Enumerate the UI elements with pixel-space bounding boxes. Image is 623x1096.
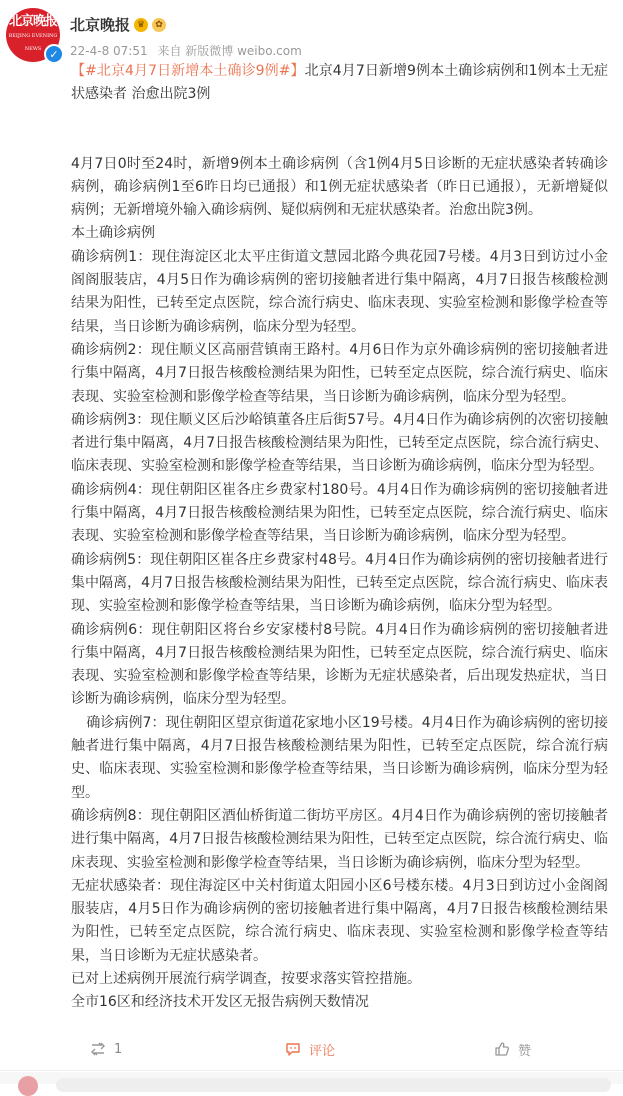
repost-icon <box>90 1041 106 1057</box>
divider <box>0 1070 623 1071</box>
crown-emoji-icon: ♛ <box>134 18 148 32</box>
paragraph-summary: 4月7日0时至24时，新增9例本土确诊病例（含1例4月5日诊断的无症状感染者转确诊病例，确诊病例1至6昨日均已通报）和1例无症状感染者（昨日已通报），无新增疑似病例；无新增境外输入确诊病例、疑似病例和无症状感染者。治愈出院3例。 <box>71 155 608 219</box>
author-name[interactable]: 北京晚报 <box>70 16 131 34</box>
paragraph-case-7: 确诊病例7：现住朝阳区望京街道花家地小区19号楼。4月4日作为确诊病例的密切接触者进行集中隔离，4月7日报告核酸检测结果为阳性，已转至定点医院，综合流行病史、临床表现、实验室检测和影像学检查等结果，当日诊断为确诊病例，临床分型为轻型。 <box>71 714 608 801</box>
like-label: 赞 <box>518 1043 532 1059</box>
comment-label: 评论 <box>309 1043 336 1059</box>
paragraph-case-3: 确诊病例3：现住顺义区后沙峪镇董各庄后街57号。4月4日作为确诊病例的次密切接触者进行集中隔离，4月7日报告核酸检测结果为阳性，已转至定点医院，综合流行病史、临床表现、实验室检测和影像学检查等结果，当日诊断为确诊病例，临床分型为轻型。 <box>71 411 608 475</box>
action-bar <box>0 1026 623 1072</box>
commenter-avatar <box>18 1076 38 1096</box>
post-source: 来自 新版微博 weibo.com <box>157 44 302 58</box>
comment-input[interactable] <box>56 1078 611 1092</box>
paragraph-measures: 已对上述病例开展流行病学调查，按要求落实管控措施。 <box>71 970 421 987</box>
like-button[interactable] <box>494 1040 531 1059</box>
verified-badge-icon: ✓ <box>44 44 64 64</box>
paragraph-case-8: 确诊病例8：现住朝阳区酒仙桥街道二街坊平房区。4月4日作为确诊病例的密切接触者进行集中隔离，4月7日报告核酸检测结果为阳性，已转至定点医院，综合流行病史、临床表现、实验室检测和影像学检查等结果，当日诊断为确诊病例，临床分型为轻型。 <box>71 807 608 871</box>
post-headline <box>71 60 608 107</box>
like-icon <box>494 1041 510 1057</box>
cake-emoji-icon: ✿ <box>152 18 166 32</box>
paragraph-asymptomatic: 无症状感染者：现住海淀区中关村街道太阳园小区6号楼东楼。4月3日到访过小金阁阁服装店，4月5日作为确诊病例的密切接触者进行集中隔离，4月7日报告核酸检测结果为阳性，已转至定点医院，综合流行病史、临床表现、实验室检测和影像学检查等结果，当日诊断为无症状感染者。 <box>71 877 608 964</box>
repost-button[interactable] <box>90 1041 122 1057</box>
paragraph-case-6: 确诊病例6：现住朝阳区将台乡安家楼村8号院。4月4日作为确诊病例的密切接触者进行集中隔离，4月7日报告核酸检测结果为阳性，已转至定点医院，综合流行病史、临床表现、实验室检测和影像学检查等结果，诊断为无症状感染者，后出现发热症状，当日诊断为确诊病例，临床分型为轻型。 <box>71 621 608 708</box>
post-time[interactable]: 22-4-8 07:51 <box>70 44 148 58</box>
repost-count: 1 <box>114 1041 123 1057</box>
comment-button[interactable] <box>285 1040 335 1059</box>
comment-icon <box>285 1041 301 1057</box>
post-content <box>71 60 608 1015</box>
author-row <box>70 14 166 35</box>
paragraph-case-5: 确诊病例5：现住朝阳区崔各庄乡费家村48号。4月4日作为确诊病例的密切接触者进行集中隔离，4月7日报告核酸检测结果为阳性，已转至定点医院，综合流行病史、临床表现、实验室检测和影像学检查等结果，当日诊断为确诊病例，临床分型为轻型。 <box>71 551 608 615</box>
post-meta <box>70 42 308 59</box>
paragraph-districts: 全市16区和经济技术开发区无报告病例天数情况 <box>71 994 369 1011</box>
headline-text: 北京4月7日新增9例本土确诊病例和1例本土无症状感染者 治愈出院3例 <box>71 63 608 103</box>
paragraph-case-4: 确诊病例4：现住朝阳区崔各庄乡费家村180号。4月4日作为确诊病例的密切接触者进行集中隔离，4月7日报告核酸检测结果为阳性，已转至定点医院，综合流行病史、临床表现、实验室检测和影像学检查等结果，当日诊断为确诊病例，临床分型为轻型。 <box>71 481 608 545</box>
paragraph-case-2: 确诊病例2：现住顺义区高丽营镇南王路村。4月6日作为京外确诊病例的密切接触者进行集中隔离，4月7日报告核酸检测结果为阳性，已转至定点医院，综合流行病史、临床表现、实验室检测和影像学检查等结果，当日诊断为确诊病例，临床分型为轻型。 <box>71 341 608 405</box>
paragraph-case-1: 确诊病例1：现住海淀区北太平庄街道文慧园北路今典花园7号楼。4月3日到访过小金阁阁服装店，4月5日作为确诊病例的密切接触者进行集中隔离，4月7日报告核酸检测结果为阳性，已转至定点医院，综合流行病史、临床表现、实验室检测和影像学检查等结果，当日诊断为确诊病例，临床分型为轻型。 <box>71 248 608 335</box>
avatar-logo: 北京晚报 BEIJING EVENING NEWS <box>8 13 58 52</box>
paragraph-section-title: 本土确诊病例 <box>71 225 155 242</box>
topic-link[interactable]: 【#北京4月7日新增本土确诊9例#】 <box>71 63 305 79</box>
